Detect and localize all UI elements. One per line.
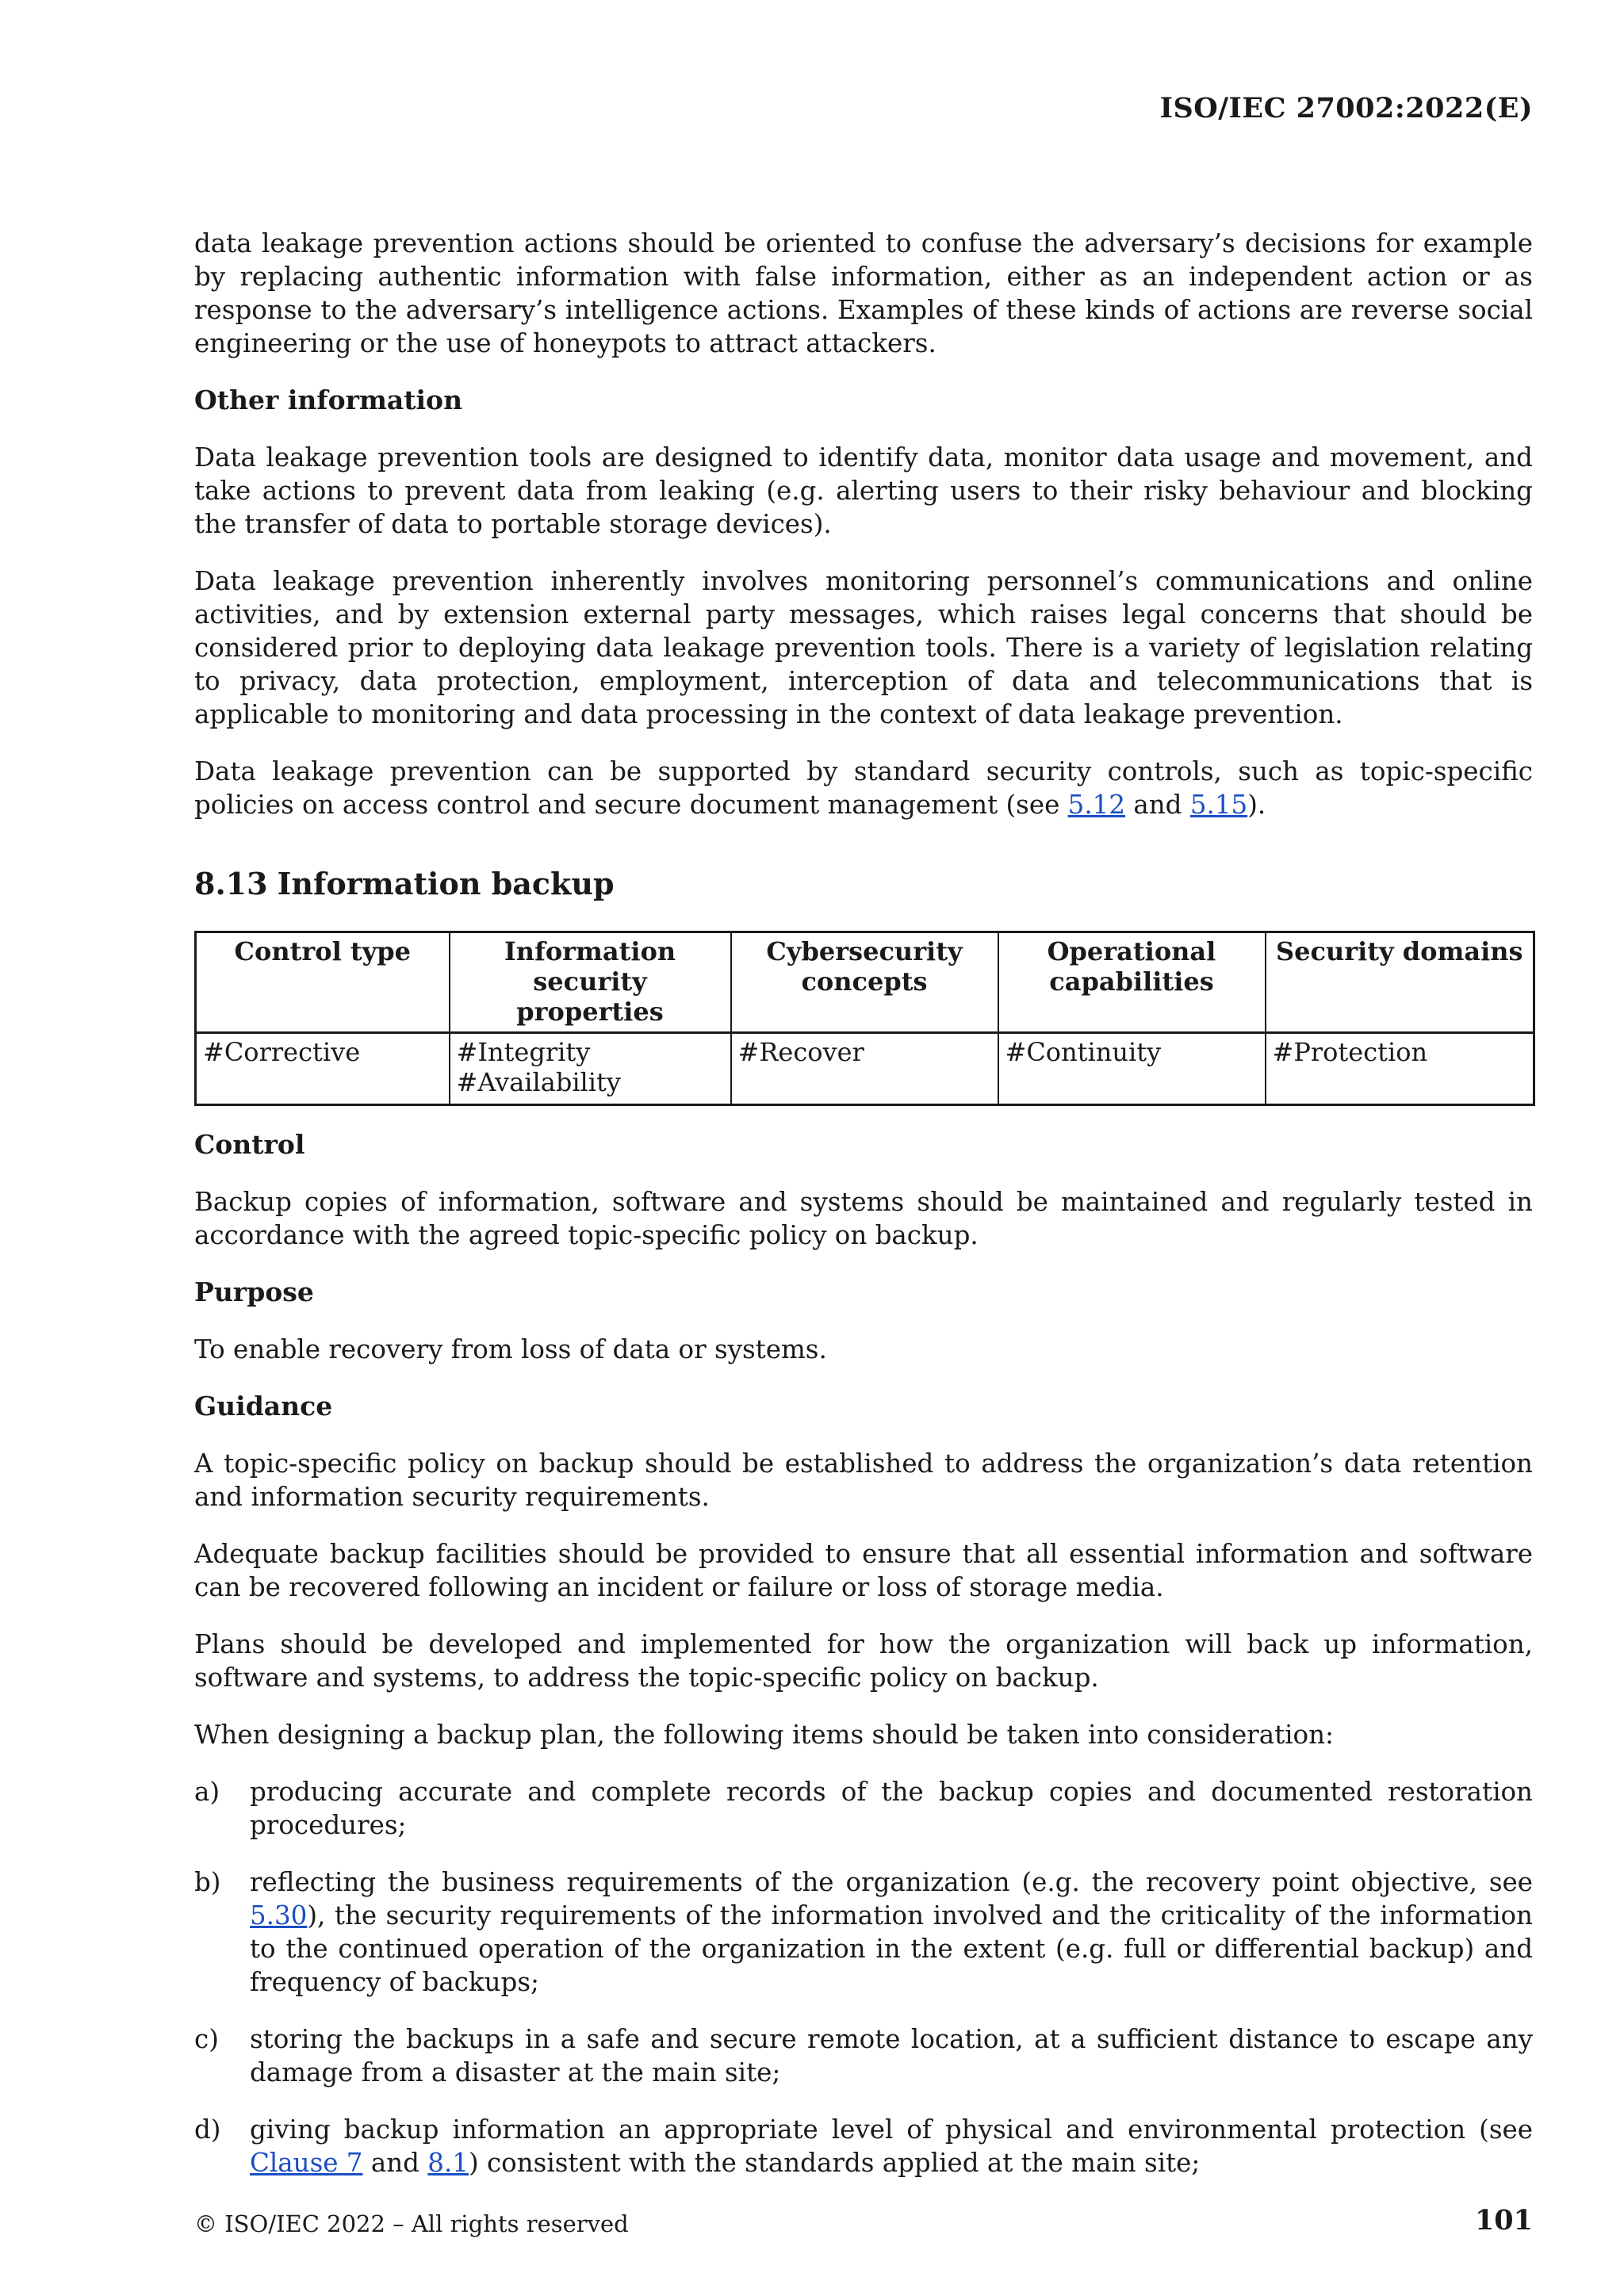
guidance-paragraph-4: When designing a backup plan, the following items should be taken into consideration: xyxy=(194,1720,1334,1750)
property-availability: #Availability xyxy=(456,1067,621,1097)
header-operational-capabilities: Operational capabilities xyxy=(998,932,1266,1033)
document-identifier: ISO/IEC 27002:2022(E) xyxy=(1159,92,1533,124)
cell-operational-capabilities: #Continuity xyxy=(998,1033,1266,1105)
section-title xyxy=(194,866,1533,902)
reference-link-5-12[interactable]: 5.12 xyxy=(1067,790,1126,820)
attributes-table xyxy=(194,931,1535,1106)
guidance-paragraph-2: Adequate backup facilities should be provided to ensure that all essential information and software can be recovered following an incident or failure or loss of storage media. xyxy=(194,1539,1533,1602)
list-marker: d) xyxy=(194,2114,221,2145)
section-number: 8.13 xyxy=(194,866,268,901)
table-header-row xyxy=(196,932,1534,1033)
cell-cybersecurity-concepts: #Recover xyxy=(731,1033,998,1105)
cell-security-properties xyxy=(450,1033,731,1105)
guidance-paragraph-1: A topic-specific policy on backup should be established to address the organization’s data retention and information security requirements. xyxy=(194,1448,1533,1512)
control-text: Backup copies of information, software and systems should be maintained and regularly tested in accordance with the agreed topic-specific policy on backup. xyxy=(194,1187,1533,1250)
property-integrity: #Integrity xyxy=(456,1037,591,1067)
reference-link-8-1[interactable]: 8.1 xyxy=(427,2148,469,2178)
list-item xyxy=(194,1866,1533,1999)
text-span: ). xyxy=(1247,790,1266,820)
text-span: reflecting the business requirements of the organization (e.g. the recovery point objective, see xyxy=(250,1867,1533,1897)
cell-security-domains: #Protection xyxy=(1266,1033,1534,1105)
text-span: and xyxy=(1125,790,1190,820)
list-item-text: storing the backups in a safe and secure remote location, at a sufficient distance to escape any damage from a disaster at the main site; xyxy=(250,2024,1533,2087)
text-span: giving backup information an appropriate level of physical and environmental protection (see xyxy=(250,2114,1533,2145)
cell-control-type: #Corrective xyxy=(196,1033,450,1105)
text-span: ), the security requirements of the information involved and the criticality of the information to the continued operation of the organization in the extent (e.g. full or differential backup) and frequency of backups; xyxy=(250,1900,1533,1997)
header-cybersecurity-concepts: Cybersecurity concepts xyxy=(731,932,998,1033)
list-item xyxy=(194,1775,1533,1842)
purpose-heading: Purpose xyxy=(194,1276,314,1307)
purpose-text: To enable recovery from loss of data or systems. xyxy=(194,1334,827,1364)
reference-link-5-30[interactable]: 5.30 xyxy=(250,1900,308,1931)
text-span: Data leakage prevention can be supported by standard security controls, such as topic-specific policies on access control and secure document management (see xyxy=(194,756,1533,820)
intro-paragraph: data leakage prevention actions should be oriented to confuse the adversary’s decisions for example by replacing authentic information with false information, either as an independent action or as response to the adversary’s intelligence actions. Examples of these kinds of actions are reverse social engineering or the use of honeypots to attract attackers. xyxy=(194,228,1533,358)
header-security-domains: Security domains xyxy=(1266,932,1534,1033)
page-number: 101 xyxy=(1474,2204,1533,2237)
page-body xyxy=(194,227,1533,2203)
other-information-paragraph-3 xyxy=(194,755,1533,821)
control-heading: Control xyxy=(194,1129,305,1160)
text-span: and xyxy=(362,2148,428,2178)
copyright-notice: © ISO/IEC 2022 – All rights reserved xyxy=(194,2210,629,2237)
reference-link-5-15[interactable]: 5.15 xyxy=(1189,790,1248,820)
guidance-heading: Guidance xyxy=(194,1391,333,1422)
guidance-paragraph-3: Plans should be developed and implemented for how the organization will back up information, software and systems, to address the topic-specific policy on backup. xyxy=(194,1629,1533,1693)
text-span: ) consistent with the standards applied at the main site; xyxy=(468,2148,1201,2178)
backup-plan-list xyxy=(194,1775,1533,2179)
table-row xyxy=(196,1033,1534,1105)
list-marker: b) xyxy=(194,1867,221,1897)
other-information-paragraph-1: Data leakage prevention tools are designed to identify data, monitor data usage and movement, and take actions to prevent data from leaking (e.g. alerting users to their risky behaviour and blocking the transfer of data to portable storage devices). xyxy=(194,442,1533,539)
reference-link-clause-7[interactable]: Clause 7 xyxy=(250,2148,363,2178)
list-item xyxy=(194,2113,1533,2179)
header-control-type: Control type xyxy=(196,932,450,1033)
header-security-properties: Information security properties xyxy=(450,932,731,1033)
list-item-text: producing accurate and complete records of the backup copies and documented restoration procedures; xyxy=(250,1777,1533,1840)
document-page xyxy=(194,0,1533,2296)
list-item xyxy=(194,2022,1533,2089)
other-information-heading: Other information xyxy=(194,385,463,415)
section-name: Information backup xyxy=(277,866,615,901)
other-information-paragraph-2: Data leakage prevention inherently involves monitoring personnel’s communications and online activities, and by extension external party messages, which raises legal concerns that should be considered prior to deploying data leakage prevention tools. There is a variety of legislation relating to privacy, data protection, employment, interception of data and telecommunications that is applicable to monitoring and data processing in the context of data leakage prevention. xyxy=(194,566,1533,729)
list-marker: c) xyxy=(194,2024,219,2054)
list-marker: a) xyxy=(194,1777,220,1807)
